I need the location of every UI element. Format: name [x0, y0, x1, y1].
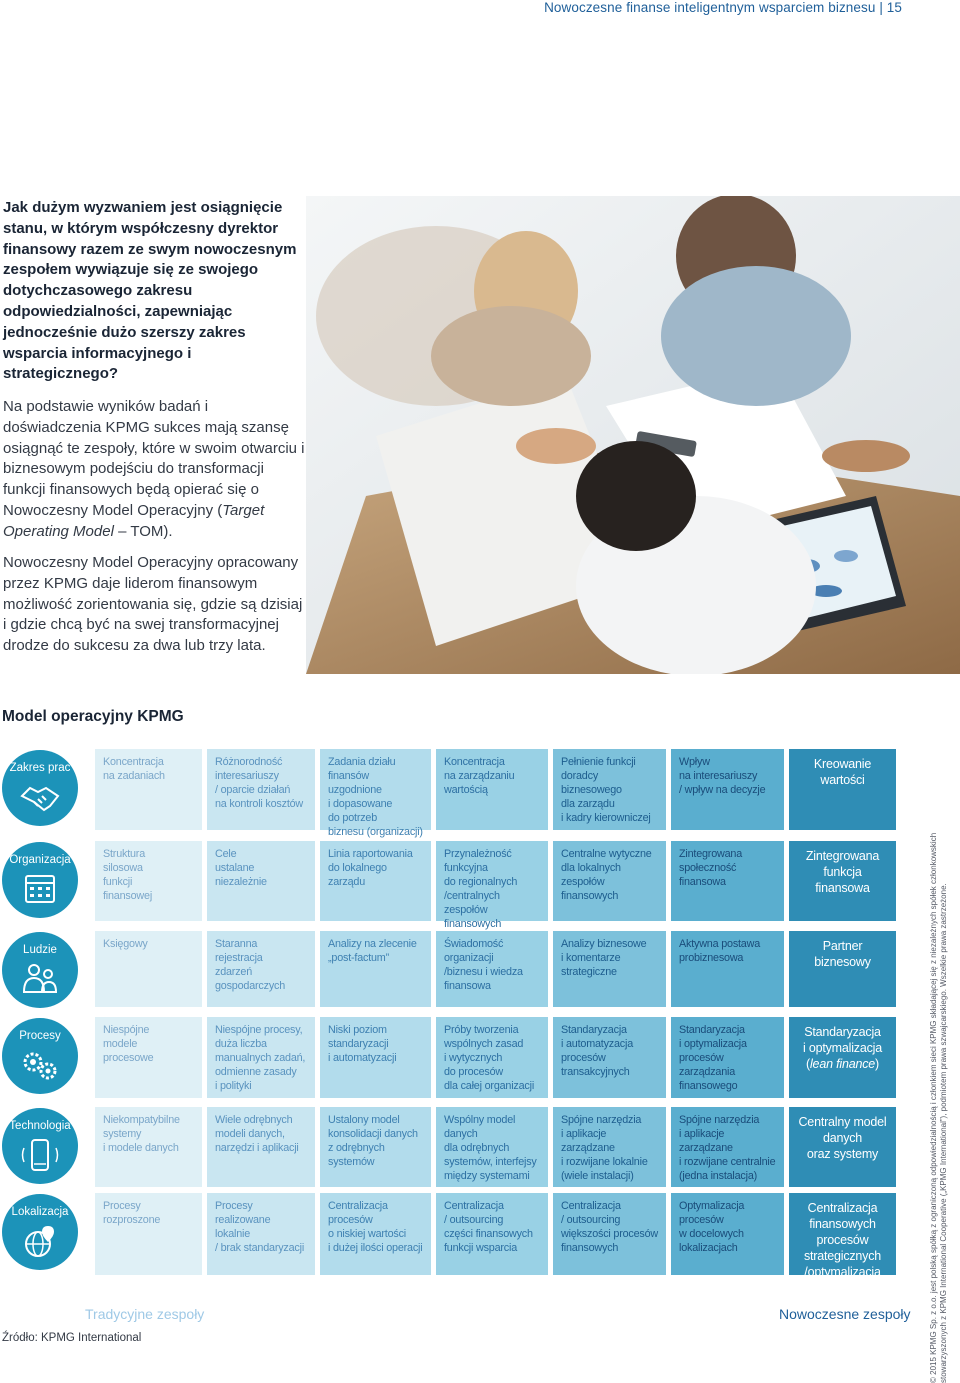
- grid-cell: Spójne narzędzia i aplikacje zarządzane i rozwijane centralnie (jedna instalacja): [671, 1107, 784, 1187]
- grid-cell: Analizy biznesowe i komentarze strategiczne: [553, 931, 666, 1007]
- grid-cell: Optymalizacja procesów w docelowych lokalizacjach: [671, 1193, 784, 1275]
- grid-cell: Wpływ na interesariuszy / wpływ na decyzje: [671, 749, 784, 830]
- grid-cell: Różnorodność interesariuszy / oparcie działań na kontroli kosztów: [207, 749, 315, 830]
- row-label: Procesy: [19, 1030, 61, 1042]
- mobile-icon: [20, 1138, 60, 1172]
- grid-cell: Procesy realizowane lokalnie / brak standaryzacji: [207, 1193, 315, 1275]
- grid-cell: Świadomość organizacji /biznesu i wiedza finansowa: [436, 931, 548, 1007]
- copyright-note: © 2015 KPMG Sp. z o.o. jest polską spółką z ograniczoną odpowiedzialnością i członkiem sieci KPMG składającej się z niezależnych spółek członkowskich stowarzyszonych z KPMG International Cooperative („KPMG International”), podmiotem prawa szwajcarskiego. Wszelkie prawa zastrzeżone.: [929, 832, 948, 1383]
- row-circle-1: [2, 750, 78, 826]
- team-meeting-illustration: [306, 196, 960, 674]
- paragraph-tom-italic: Target Operating Model: [3, 501, 265, 540]
- grid-cell: Niespójne modele procesowe: [95, 1017, 202, 1098]
- row-label: Organizacja: [9, 854, 71, 866]
- grid-cell: Centralne wytyczne dla lokalnych zespołów finansowych: [553, 841, 666, 921]
- grid-cell: Wspólny model danych dla odrębnych systemów, interfejsy między systemami: [436, 1107, 548, 1187]
- grid-cell: Centralizacja finansowych procesów strategicznych /optymalizacja CUW: [789, 1193, 896, 1275]
- grid-cell: Ustalony model konsolidacji danych z odrębnych systemów: [320, 1107, 431, 1187]
- grid-cell: Przynależność funkcyjna do regionalnych /centralnych zespołów finansowych: [436, 841, 548, 921]
- grid-cell: Standaryzacja i optymalizacja procesów zarządzania finansowego: [671, 1017, 784, 1098]
- row-circle-5: [2, 1108, 78, 1184]
- page-header: Nowoczesne finanse inteligentnym wsparciem biznesu | 15: [544, 0, 902, 15]
- grid-cell: Kreowanie wartości: [789, 749, 896, 830]
- model-title: Model operacyjny KPMG: [2, 708, 184, 725]
- globe-pin-icon: [20, 1224, 60, 1258]
- grid-cell: Cele ustalane niezależnie: [207, 841, 315, 921]
- grid-cell: Zintegrowana społeczność finansowa: [671, 841, 784, 921]
- grid-cell: Procesy rozproszone: [95, 1193, 202, 1275]
- grid-cell: Partner biznesowy: [789, 931, 896, 1007]
- grid-cell: Linia raportowania do lokalnego zarządu: [320, 841, 431, 921]
- grid-cell: Niekompatybilne systemy i modele danych: [95, 1107, 202, 1187]
- grid-cell: Zadania działu finansów uzgodnione i dopasowane do potrzeb biznesu (organizacji): [320, 749, 431, 830]
- grid-cell: Księgowy: [95, 931, 202, 1007]
- grid-cell: Standaryzacja i optymalizacja (lean finance): [789, 1017, 896, 1098]
- grid-cell: Staranna rejestracja zdarzeń gospodarczych: [207, 931, 315, 1007]
- grid-cell: Wiele odrębnych modeli danych, narzędzi i aplikacji: [207, 1107, 315, 1187]
- grid-cell: Aktywna postawa probiznesowa: [671, 931, 784, 1007]
- paragraph-tom: [3, 397, 308, 543]
- team-meeting-photo: [306, 196, 960, 674]
- grid-cell: Centralizacja / outsourcing części finansowych funkcji wsparcia: [436, 1193, 548, 1275]
- row-label: Ludzie: [23, 944, 57, 956]
- people-icon: [20, 962, 60, 996]
- grid-cell: Próby tworzenia wspólnych zasad i wytycznych do procesów dla całej organizacji: [436, 1017, 548, 1098]
- source-note: Źródło: KPMG International: [2, 1332, 142, 1344]
- paragraph-tom-after: – TOM).: [113, 522, 173, 540]
- paragraph-model: Nowoczesny Model Operacyjny opracowany przez KPMG daje liderom finansowym możliwość zorientowania się, gdzie są dzisiaj i gdzie chcą być na swej transformacyjnej drodze do sukcesu za dwa lub trzy lata.: [3, 554, 303, 655]
- grid-cell: Centralizacja / outsourcing większości procesów finansowych: [553, 1193, 666, 1275]
- row-circle-4: [2, 1018, 78, 1094]
- row-circle-2: [2, 842, 78, 918]
- row-label: Lokalizacja: [11, 1206, 69, 1218]
- grid-cell: Niespójne procesy, duża liczba manualnych zadań, odmienne zasady i polityki: [207, 1017, 315, 1098]
- grid-cell: Niski poziom standaryzacji i automatyzacji: [320, 1017, 431, 1098]
- calendar-icon: [20, 872, 60, 906]
- traditional-teams-label: Tradycyjne zespoły: [85, 1306, 205, 1322]
- row-label: Zakres prac: [9, 762, 71, 774]
- row-circle-6: [2, 1194, 78, 1270]
- grid-cell: Koncentracja na zadaniach: [95, 749, 202, 830]
- grid-cell: Analizy na zlecenie „post-factum”: [320, 931, 431, 1007]
- paragraph-tom-before: Na podstawie wyników badań i doświadczenia KPMG sukces mają szansę osiągnąć te zespoły, które w swoim otwarciu i biznesowym podejściu do transformacji funkcji finansowych będą opierać się o Nowoczesny Model Operacyjny (: [3, 398, 305, 519]
- grid-cell: Pełnienie funkcji doradcy biznesowego dla zarządu i kadry kierowniczej: [553, 749, 666, 830]
- row-label: Technologia: [9, 1120, 71, 1132]
- grid-cell: Spójne narzędzia i aplikacje zarządzane i rozwijane lokalnie (wiele instalacji): [553, 1107, 666, 1187]
- lead-question: Jak dużym wyzwaniem jest osiągnięcie stanu, w którym współczesny dyrektor finansowy razem ze swym nowoczesnym zespołem wywiązuje się ze swojego dotychczasowego zakresu odpowiedzialności, zapewniając jednocześnie dużo szerszy zakres wsparcia informacyjnego i strategicznego?: [3, 199, 297, 383]
- row-circle-3: [2, 932, 78, 1008]
- handshake-icon: [20, 780, 60, 814]
- grid-cell: Centralny model danych oraz systemy: [789, 1107, 896, 1187]
- grid-cell: Struktura silosowa funkcji finansowej: [95, 841, 202, 921]
- grid-cell: Koncentracja na zarządzaniu wartością: [436, 749, 548, 830]
- grid-cell: Standaryzacja i automatyzacja procesów transakcyjnych: [553, 1017, 666, 1098]
- grid-cell: Centralizacja procesów o niskiej wartości i dużej ilości operacji: [320, 1193, 431, 1275]
- gears-icon: [20, 1048, 60, 1082]
- modern-teams-label: Nowoczesne zespoły: [779, 1306, 911, 1322]
- grid-cell: Zintegrowana funkcja finansowa: [789, 841, 896, 921]
